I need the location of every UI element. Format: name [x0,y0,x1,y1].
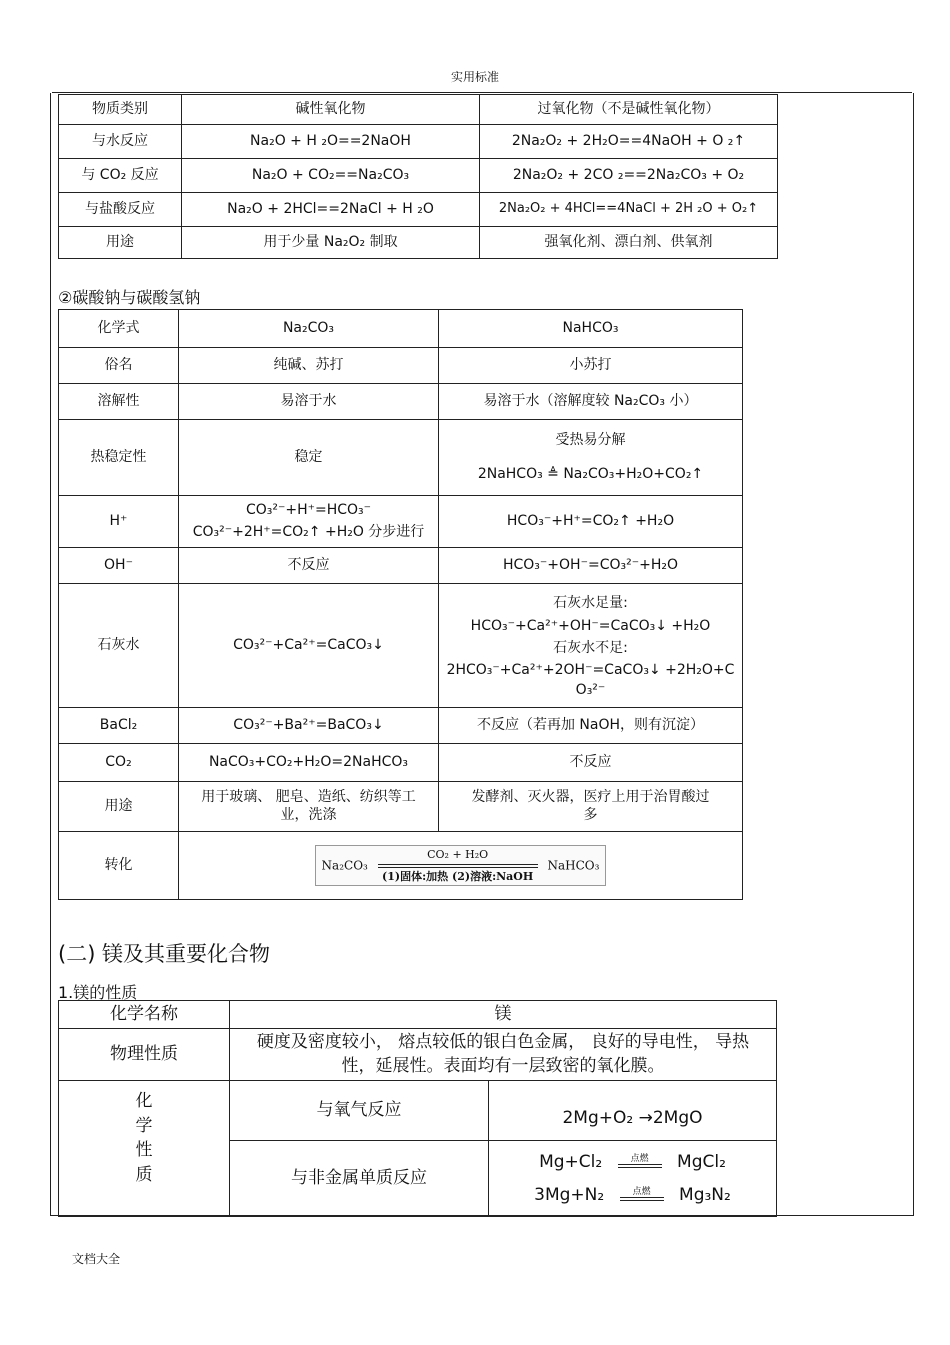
cell: 与非金属单质反应 [230,1141,489,1217]
cell: Na₂O + H ₂O==2NaOH [182,125,480,159]
chem-props-label [59,1081,230,1217]
char: 性 [135,1140,153,1161]
row-label: 物理性质 [59,1029,230,1081]
conv-arrow-line [378,867,538,868]
cell-line: 硬度及密度较小， 熔点较低的银白色金属， 良好的导电性， 导热 [256,1031,750,1052]
eq-right: MgCl₂ [677,1152,726,1173]
char: 学 [135,1115,153,1136]
section-heading: (二) 镁及其重要化合物 [58,942,271,966]
char: 化 [135,1091,153,1111]
arrow-condition: 点燃 [630,1154,649,1165]
cell: 与盐酸反应 [59,193,182,227]
cell [230,1029,777,1081]
cell: CO₃²⁻+Ba²⁺=BaCO₃↓ [179,708,439,744]
carbonate-table [58,309,743,900]
cell-line: 业，洗涤 [280,806,337,823]
cell: 镁 [230,1001,777,1029]
cell-line: CO₃²⁻+2H⁺=CO₂↑ +H₂O 分步进行 [192,523,425,540]
cell [439,782,743,832]
cell: HCO₃⁻+OH⁻=CO₃²⁻+H₂O [439,548,743,584]
conversion-diagram [315,845,607,887]
row-label: 俗名 [59,348,179,384]
cell-line: 用于玻璃、 肥皂、造纸、纺织等工 [201,789,416,805]
cell: NaCO₃+CO₂+H₂O=2NaHCO₃ [179,744,439,782]
eq-left: Mg+Cl₂ [539,1152,603,1173]
cell-line: 多 [583,806,598,823]
page-header: 实用标准 [450,70,499,84]
eq-left: 3Mg+N₂ [534,1184,605,1205]
cell-line: 2NaHCO₃ ≜ Na₂CO₃+H₂O+CO₂↑ [477,465,704,482]
row-label: 溶解性 [59,384,179,420]
row-label: OH⁻ [59,548,179,584]
cell: CO₃²⁻+Ca²⁺=CaCO₃↓ [179,584,439,708]
cell: 2Mg+O₂ →2MgO [489,1081,777,1141]
section-subheading: 1.镁的性质 [58,983,138,1002]
cell: 与氧气反应 [230,1081,489,1141]
char: 质 [135,1164,153,1185]
cell: Na₂O + CO₂==Na₂CO₃ [182,159,480,193]
row-label: 用途 [59,782,179,832]
conv-top: CO₂ + H₂O [427,847,489,861]
cell: 物质类别 [59,95,182,125]
cell-line: 石灰水不足: [553,640,628,657]
ignite-arrow [618,1154,662,1170]
cell: 易溶于水 [179,384,439,420]
arrow-condition: 点燃 [632,1186,651,1197]
cell: 用于少量 Na₂O₂ 制取 [182,227,480,259]
section-title: ②碳酸钠与碳酸氢钠 [58,288,201,307]
cell: HCO₃⁻+H⁺=CO₂↑ +H₂O [439,496,743,548]
ignite-arrow [620,1187,664,1203]
cell: 过氧化物（不是碱性氧化物） [480,95,778,125]
cell: 碱性氧化物 [182,95,480,125]
cell [439,584,743,708]
cell-line: O₃²⁻ [575,681,606,698]
row-label: 化学名称 [59,1001,230,1029]
cell: Na₂O + 2HCl==2NaCl + H ₂O [182,193,480,227]
cell: 不反应 [439,744,743,782]
row-label: 热稳定性 [59,420,179,496]
row-label: CO₂ [59,744,179,782]
cell: 与 CO₂ 反应 [59,159,182,193]
row-label: 转化 [59,832,179,900]
equation-line [493,1179,772,1211]
cell: NaHCO₃ [439,310,743,348]
page-footer: 文档大全 [72,1252,121,1266]
cell [179,782,439,832]
conv-arrows [378,848,538,884]
cell: 小苏打 [439,348,743,384]
conversion-cell [179,832,743,900]
row-label: 石灰水 [59,584,179,708]
cell: Na₂CO₃ [179,310,439,348]
cell: 纯碱、苏打 [179,348,439,384]
cell [179,496,439,548]
cell: 2Na₂O₂ + 4HCl==4NaCl + 2H ₂O + O₂↑ [480,193,778,227]
cell-line: HCO₃⁻+Ca²⁺+OH⁻=CaCO₃↓ +H₂O [470,617,711,634]
cell-line: 性，延展性。表面均有一层致密的氧化膜。 [341,1055,665,1076]
cell: 稳定 [179,420,439,496]
cell-line: CO₃²⁻+H⁺=HCO₃⁻ [245,502,372,518]
conv-bottom: (1)固体:加热 (2)溶液:NaOH [382,869,534,883]
cell: 不反应 [179,548,439,584]
cell-line: 2HCO₃⁻+Ca²⁺+2OH⁻=CaCO₃↓ +2H₂O+C [446,662,735,679]
cell: 强氧化剂、漂白剂、供氧剂 [480,227,778,259]
cell [439,420,743,496]
cell: 2Na₂O₂ + 2H₂O==4NaOH + O ₂↑ [480,125,778,159]
arrow-line [620,1197,664,1198]
magnesium-table [58,1000,777,1217]
cell: 与水反应 [59,125,182,159]
row-label: 化学式 [59,310,179,348]
conv-arrow-line [378,864,538,865]
cell: 不反应（若再加 NaOH，则有沉淀） [439,708,743,744]
cell: 用途 [59,227,182,259]
row-label: BaCl₂ [59,708,179,744]
cell: 2Na₂O₂ + 2CO ₂==2Na₂CO₃ + O₂ [480,159,778,193]
arrow-line [618,1167,662,1168]
equation-line [493,1146,772,1178]
conv-left: Na₂CO₃ [321,858,368,872]
conv-right: NaHCO₃ [547,858,600,872]
arrow-line [618,1164,662,1165]
cell-line: 受热易分解 [555,432,626,448]
cell: 易溶于水（溶解度较 Na₂CO₃ 小） [439,384,743,420]
arrow-line [620,1200,664,1201]
cell-line: 发酵剂、灭火器，医疗上用于治胃酸过 [471,789,710,805]
cell-line: 石灰水足量: [553,595,628,612]
row-label: H⁺ [59,496,179,548]
cell [489,1141,777,1217]
sodium-oxide-table [58,94,778,259]
eq-right: Mg₃N₂ [679,1184,731,1205]
